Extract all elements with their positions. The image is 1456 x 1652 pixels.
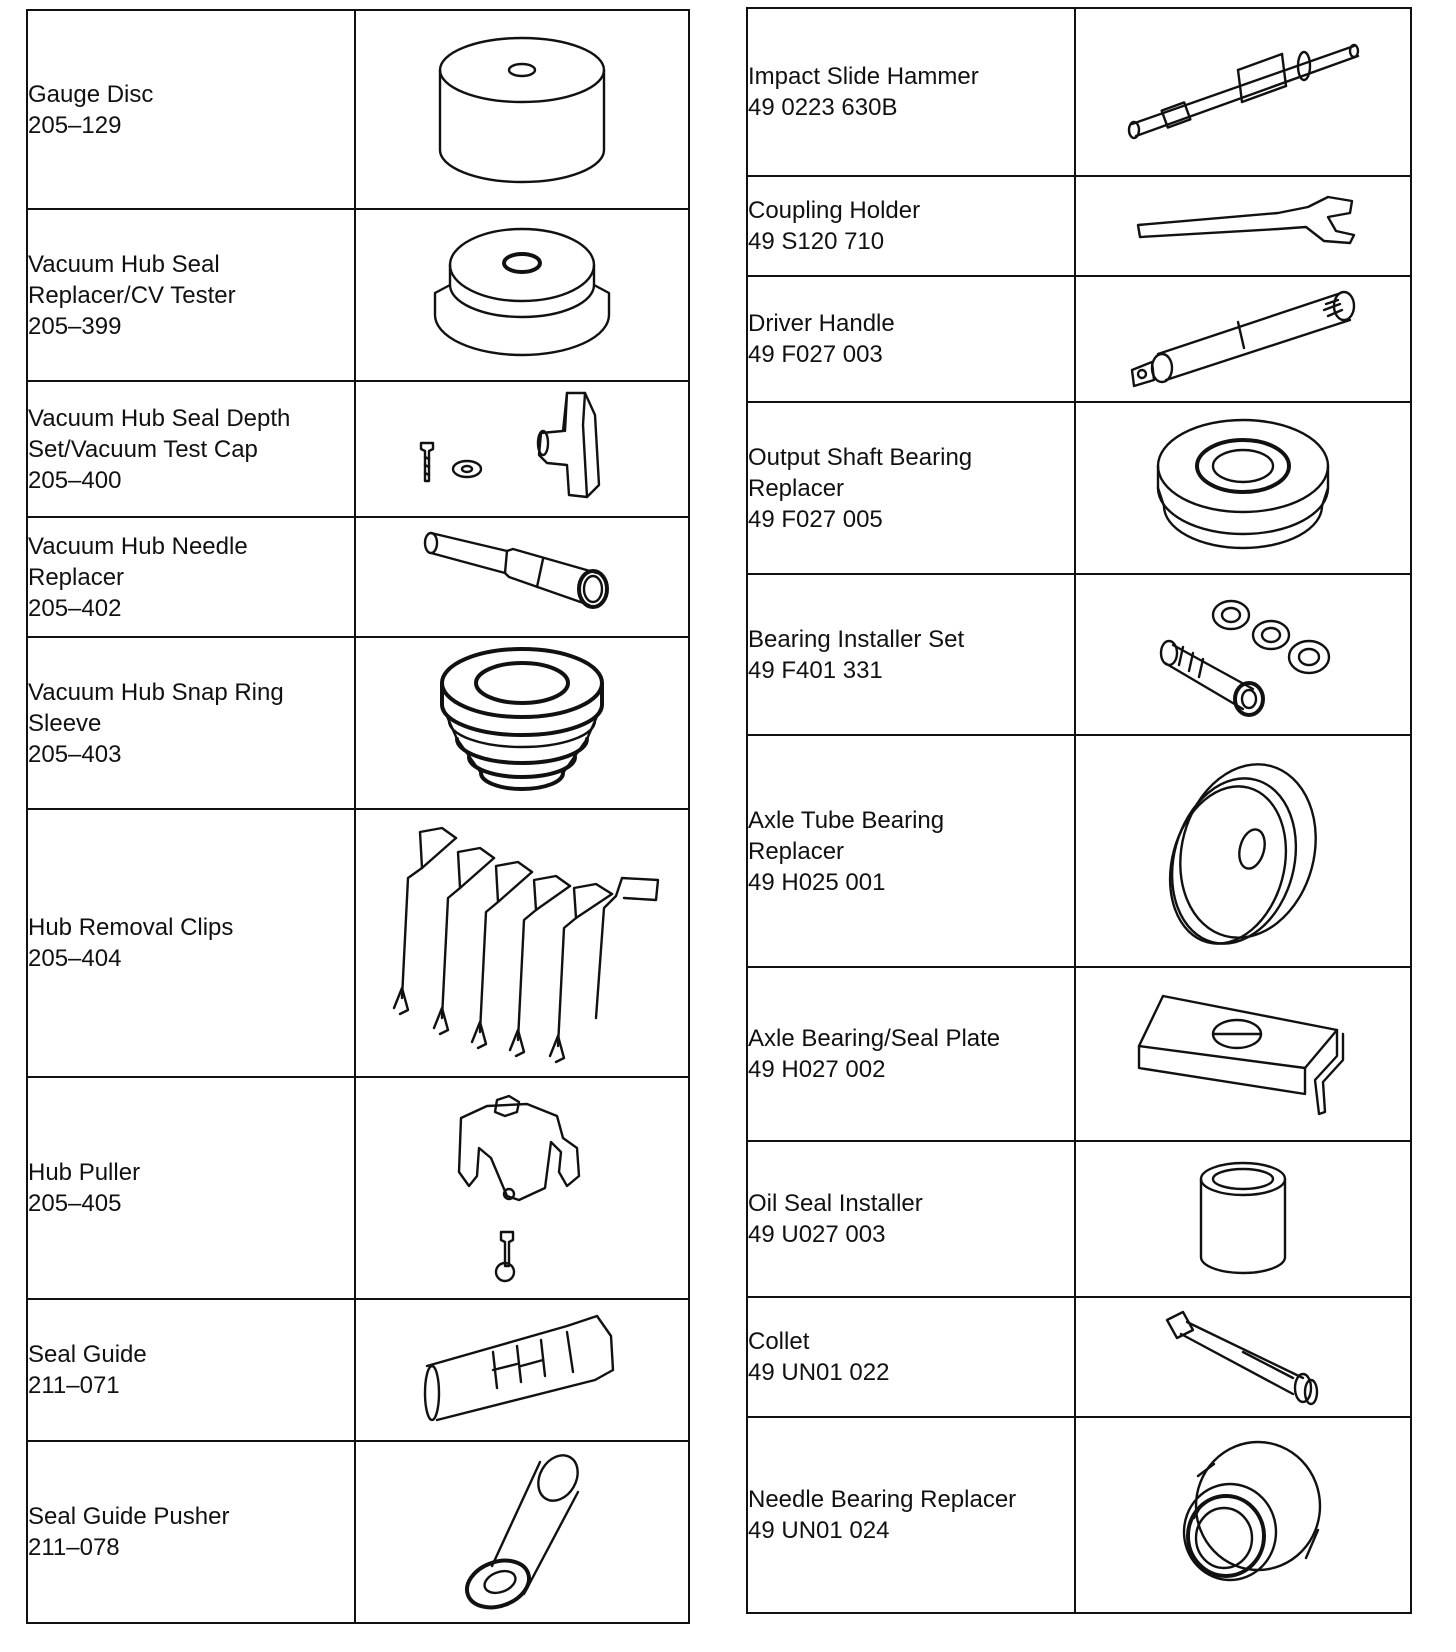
tool-name-line: Output Shaft Bearing: [748, 443, 973, 471]
tool-illustration-cell: [1075, 402, 1411, 574]
tool-row-bearing-installer-set: [747, 574, 1411, 735]
tool-illustration-cell: [355, 209, 689, 381]
tool-illustration-cell: [355, 1077, 689, 1299]
tool-illustration-cell: [355, 1299, 689, 1441]
driver-handle-illustration: [1118, 284, 1368, 394]
collet-illustration: [1153, 1302, 1333, 1412]
tool-number: 49 F027 003: [748, 341, 883, 368]
tool-name-line: Replacer: [748, 474, 845, 502]
tool-name: Collet: [748, 1328, 810, 1355]
seal-replacer-illustration: [417, 215, 627, 375]
tool-label-cell: [27, 1441, 355, 1623]
tool-label-cell: [27, 381, 355, 517]
tool-number: 49 H025 001: [748, 868, 886, 896]
tool-illustration-cell: [1075, 967, 1411, 1141]
tool-label-cell: [747, 967, 1075, 1141]
tool-row-output-shaft-bearing-replacer: [747, 402, 1411, 574]
tool-number: 205–403: [28, 740, 122, 768]
gauge-disc-illustration: [422, 25, 622, 195]
tool-label-cell: [747, 1141, 1075, 1297]
tool-row-seal-guide: [27, 1299, 689, 1441]
tool-number: 205–405: [28, 1190, 122, 1217]
tool-number: 49 U027 003: [748, 1221, 886, 1248]
tool-name: Seal Guide: [28, 1341, 147, 1368]
tool-name-line: Replacer: [748, 837, 845, 865]
tool-number: 205–400: [28, 466, 122, 494]
tool-number: 49 UN01 022: [748, 1359, 890, 1386]
tool-name: Coupling Holder: [748, 197, 921, 224]
tool-illustration-cell: [1075, 1141, 1411, 1297]
tool-number: 49 S120 710: [748, 228, 885, 255]
tool-row-vacuum-hub-snap-ring-sleeve: [27, 637, 689, 809]
tool-row-oil-seal-installer: [747, 1141, 1411, 1297]
tool-label-cell: [747, 176, 1075, 276]
tool-name: Axle Bearing/Seal Plate: [748, 1025, 1001, 1052]
tool-row-hub-removal-clips: [27, 809, 689, 1077]
tool-row-coupling-holder: [747, 176, 1411, 276]
coupling-holder-illustration: [1128, 191, 1358, 261]
tool-illustration-cell: [1075, 1297, 1411, 1417]
tool-illustration-cell: [355, 637, 689, 809]
tool-number: 49 F401 331: [748, 656, 883, 684]
hub-removal-clips-illustration: [372, 818, 672, 1068]
tool-number: 211–071: [28, 1372, 120, 1399]
tool-label-cell: [747, 276, 1075, 402]
tool-illustration-cell: [1075, 1417, 1411, 1613]
tool-number: 49 F027 005: [748, 505, 883, 533]
tool-row-vacuum-hub-seal-replacer: [27, 209, 689, 381]
tool-label-cell: [27, 517, 355, 637]
tool-label-cell: [747, 1417, 1075, 1613]
tool-row-hub-puller: [27, 1077, 689, 1299]
tool-illustration-cell: [1075, 276, 1411, 402]
tool-label-cell: [747, 574, 1075, 735]
tool-number: 205–399: [28, 312, 122, 340]
tool-name-line: Axle Tube Bearing: [748, 806, 945, 834]
bearing-installer-set-illustration: [1143, 585, 1343, 725]
tool-illustration-cell: [355, 809, 689, 1077]
slide-hammer-illustration: [1118, 32, 1368, 152]
tool-label-cell: [747, 735, 1075, 967]
tool-row-gauge-disc: [27, 10, 689, 209]
tool-illustration-cell: [355, 517, 689, 637]
tool-number: 205–402: [28, 594, 122, 622]
tool-name-line: Sleeve: [28, 709, 102, 737]
tool-number: 211–078: [28, 1534, 120, 1561]
tool-row-axle-tube-bearing-replacer: [747, 735, 1411, 967]
axle-tube-bearing-replacer-illustration: [1158, 751, 1328, 951]
seal-depth-set-illustration: [407, 385, 637, 513]
tool-label-cell: [27, 809, 355, 1077]
tool-label-cell: [747, 8, 1075, 176]
tool-label-cell: [27, 209, 355, 381]
tool-row-impact-slide-hammer: [747, 8, 1411, 176]
needle-bearing-replacer-illustration: [1158, 1430, 1328, 1600]
tool-number: 49 UN01 024: [748, 1517, 890, 1544]
tool-name-line: Vacuum Hub Seal Depth: [28, 404, 291, 432]
tool-name-line: Replacer: [28, 563, 125, 591]
tool-row-needle-bearing-replacer: [747, 1417, 1411, 1613]
tool-row-vacuum-hub-seal-depth-set: [27, 381, 689, 517]
special-tools-table-left: [26, 9, 690, 1624]
tool-number: 49 H027 002: [748, 1056, 886, 1083]
tool-name-line: Vacuum Hub Seal: [28, 250, 220, 278]
hub-puller-illustration: [447, 1088, 597, 1288]
tool-row-axle-bearing-seal-plate: [747, 967, 1411, 1141]
tool-label-cell: [27, 1077, 355, 1299]
seal-guide-pusher-illustration: [442, 1448, 602, 1616]
tool-number: 205–129: [28, 111, 122, 139]
tool-name-line: Vacuum Hub Needle: [28, 532, 248, 560]
seal-guide-illustration: [417, 1306, 627, 1434]
special-tools-table-right: [746, 7, 1412, 1614]
tool-name: Hub Puller: [28, 1159, 141, 1186]
tool-number: 205–404: [28, 945, 122, 972]
tool-row-seal-guide-pusher: [27, 1441, 689, 1623]
tool-illustration-cell: [1075, 8, 1411, 176]
tool-label-cell: [27, 637, 355, 809]
tool-row-vacuum-hub-needle-replacer: [27, 517, 689, 637]
tool-number: 49 0223 630B: [748, 94, 898, 121]
tool-illustration-cell: [1075, 574, 1411, 735]
tool-label-cell: [747, 1297, 1075, 1417]
tool-label-cell: [747, 402, 1075, 574]
oil-seal-installer-illustration: [1188, 1157, 1298, 1281]
tool-row-driver-handle: [747, 276, 1411, 402]
tool-illustration-cell: [355, 10, 689, 209]
tool-illustration-cell: [1075, 735, 1411, 967]
tool-name: Gauge Disc: [28, 80, 154, 108]
tool-row-collet: [747, 1297, 1411, 1417]
tool-illustration-cell: [355, 1441, 689, 1623]
tool-name-line: Replacer/CV Tester: [28, 281, 236, 309]
tool-label-cell: [27, 1299, 355, 1441]
tool-name-line: Set/Vacuum Test Cap: [28, 435, 258, 463]
output-shaft-bearing-replacer-illustration: [1148, 410, 1338, 566]
tool-illustration-cell: [355, 381, 689, 517]
tool-illustration-cell: [1075, 176, 1411, 276]
tool-label-cell: [27, 10, 355, 209]
needle-replacer-illustration: [417, 521, 627, 633]
tool-name: Seal Guide Pusher: [28, 1503, 230, 1530]
tool-name: Driver Handle: [748, 310, 895, 337]
tool-name: Bearing Installer Set: [748, 625, 965, 653]
tool-name: Hub Removal Clips: [28, 914, 234, 941]
tool-name: Oil Seal Installer: [748, 1190, 923, 1217]
snap-ring-sleeve-illustration: [427, 643, 617, 803]
tool-name: Needle Bearing Replacer: [748, 1486, 1017, 1513]
tool-name: Impact Slide Hammer: [748, 63, 979, 90]
seal-plate-illustration: [1133, 984, 1353, 1124]
tool-name-line: Vacuum Hub Snap Ring: [28, 678, 284, 706]
